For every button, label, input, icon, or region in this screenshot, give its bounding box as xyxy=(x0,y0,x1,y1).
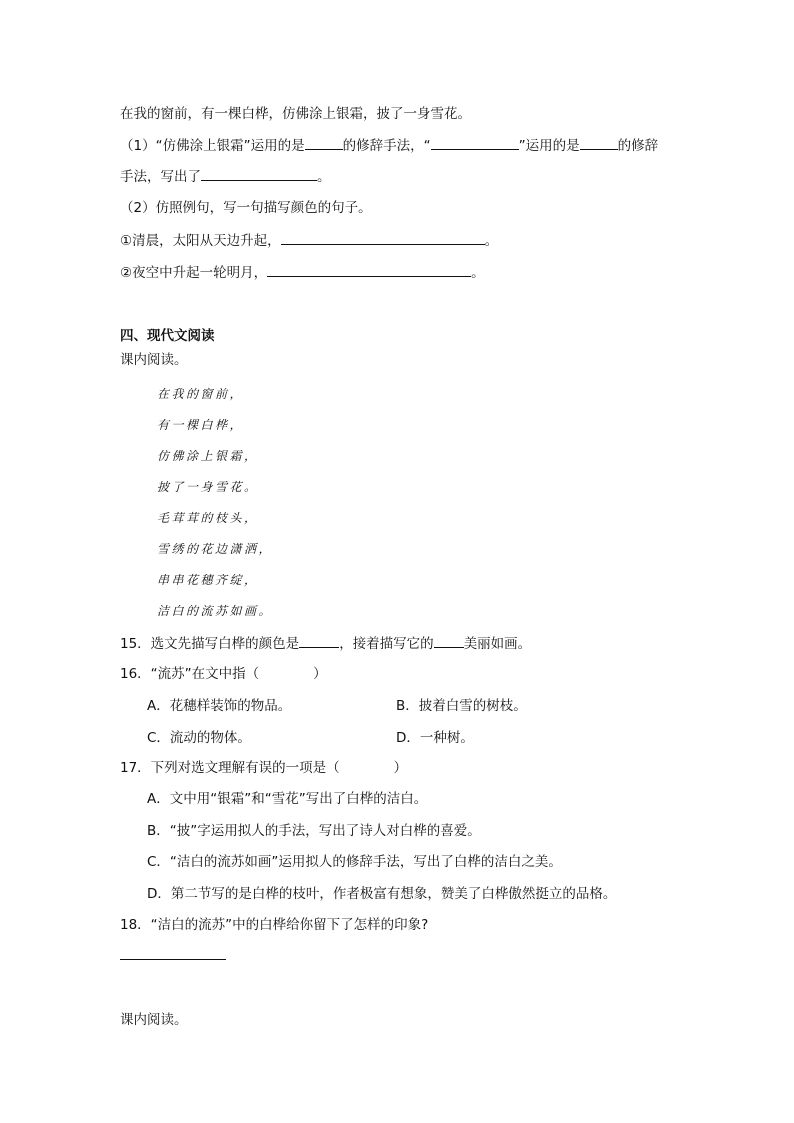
option-b[interactable]: B．“披”字运用拟人的手法，写出了诗人对白桦的喜爱。 xyxy=(147,823,481,839)
answer-blank[interactable] xyxy=(305,135,343,150)
answer-blank[interactable] xyxy=(431,135,519,150)
poem-line: 在我的窗前， xyxy=(157,387,245,401)
answer-line[interactable] xyxy=(120,959,226,960)
answer-blank[interactable] xyxy=(201,166,317,181)
sub-question-1 xyxy=(120,135,658,156)
option-d[interactable]: D．第二节写的是白桦的枝叶，作者极富有想象，赞美了白桦傲然挺立的品格。 xyxy=(147,886,617,902)
poem-line: 有一棵白桦， xyxy=(157,418,245,432)
sub-question-1-text-e: 手法，写出了 xyxy=(120,169,201,185)
option-c[interactable]: C．流动的物体。 xyxy=(147,730,251,746)
sub-question-1-text-c: ”运用的是 xyxy=(518,138,580,154)
reading-intro-next: 课内阅读。 xyxy=(120,1012,188,1028)
sub-question-1-text-d: 的修辞 xyxy=(617,138,659,154)
answer-blank[interactable] xyxy=(299,633,339,648)
question-18-stem: 18．“洁白的流苏”中的白桦给你留下了怎样的印象? xyxy=(120,917,429,933)
question-15-text-b: ，接着描写它的 xyxy=(339,636,434,652)
exercise-sentence: 在我的窗前，有一棵白桦，仿佛涂上银霜，披了一身雪花。 xyxy=(120,106,471,122)
reading-intro: 课内阅读。 xyxy=(120,352,188,368)
poem-line: 雪绣的花边潇洒， xyxy=(157,542,274,556)
imitation-item-2 xyxy=(120,262,485,283)
option-c[interactable]: C．“洁白的流苏如画”运用拟人的修辞手法，写出了白桦的洁白之美。 xyxy=(147,854,562,870)
answer-blank[interactable] xyxy=(434,633,464,648)
sub-question-2: （2）仿照例句，写一句描写颜色的句子。 xyxy=(120,200,372,216)
section-title: 四、现代文阅读 xyxy=(120,328,215,344)
option-a[interactable]: A．文中用“银霜”和“雪花”写出了白桦的洁白。 xyxy=(147,791,428,807)
sub-question-1-text-b: 的修辞手法，“ xyxy=(342,138,431,154)
imitation-item-1-text: ①清晨，太阳从天边升起， xyxy=(120,233,281,249)
imitation-item-2-text: ②夜空中升起一轮明月， xyxy=(120,265,268,281)
question-15-text-a: 15．选文先描写白桦的颜色是 xyxy=(120,636,300,652)
poem-line: 洁白的流苏如画。 xyxy=(157,604,274,618)
question-15-text-c: 美丽如画。 xyxy=(463,636,532,652)
answer-blank[interactable] xyxy=(580,135,618,150)
sub-question-1-text-a: （1）“仿佛涂上银霜”运用的是 xyxy=(120,138,305,154)
answer-blank[interactable] xyxy=(267,262,471,277)
answer-blank[interactable] xyxy=(281,230,485,245)
poem-line: 仿佛涂上银霜， xyxy=(157,449,259,463)
option-d[interactable]: D．一种树。 xyxy=(396,730,474,746)
question-16-stem: 16．“流苏”在文中指（ ） xyxy=(120,666,327,682)
poem-line: 串串花穗齐绽， xyxy=(157,573,259,587)
option-a[interactable]: A．花穗样装饰的物品。 xyxy=(147,698,292,714)
imitation-item-1-end: 。 xyxy=(484,233,499,249)
imitation-item-2-end: 。 xyxy=(471,265,485,281)
sub-question-1-text-f: 。 xyxy=(317,169,331,185)
question-15 xyxy=(120,633,531,654)
sub-question-1-cont xyxy=(120,166,331,187)
poem-line: 毛茸茸的枝头， xyxy=(157,511,259,525)
option-b[interactable]: B．披着白雪的树枝。 xyxy=(396,698,527,714)
imitation-item-1 xyxy=(120,230,498,251)
question-17-stem: 17．下列对选文理解有误的一项是（ ） xyxy=(120,760,408,776)
poem-line: 披了一身雪花。 xyxy=(157,480,259,494)
